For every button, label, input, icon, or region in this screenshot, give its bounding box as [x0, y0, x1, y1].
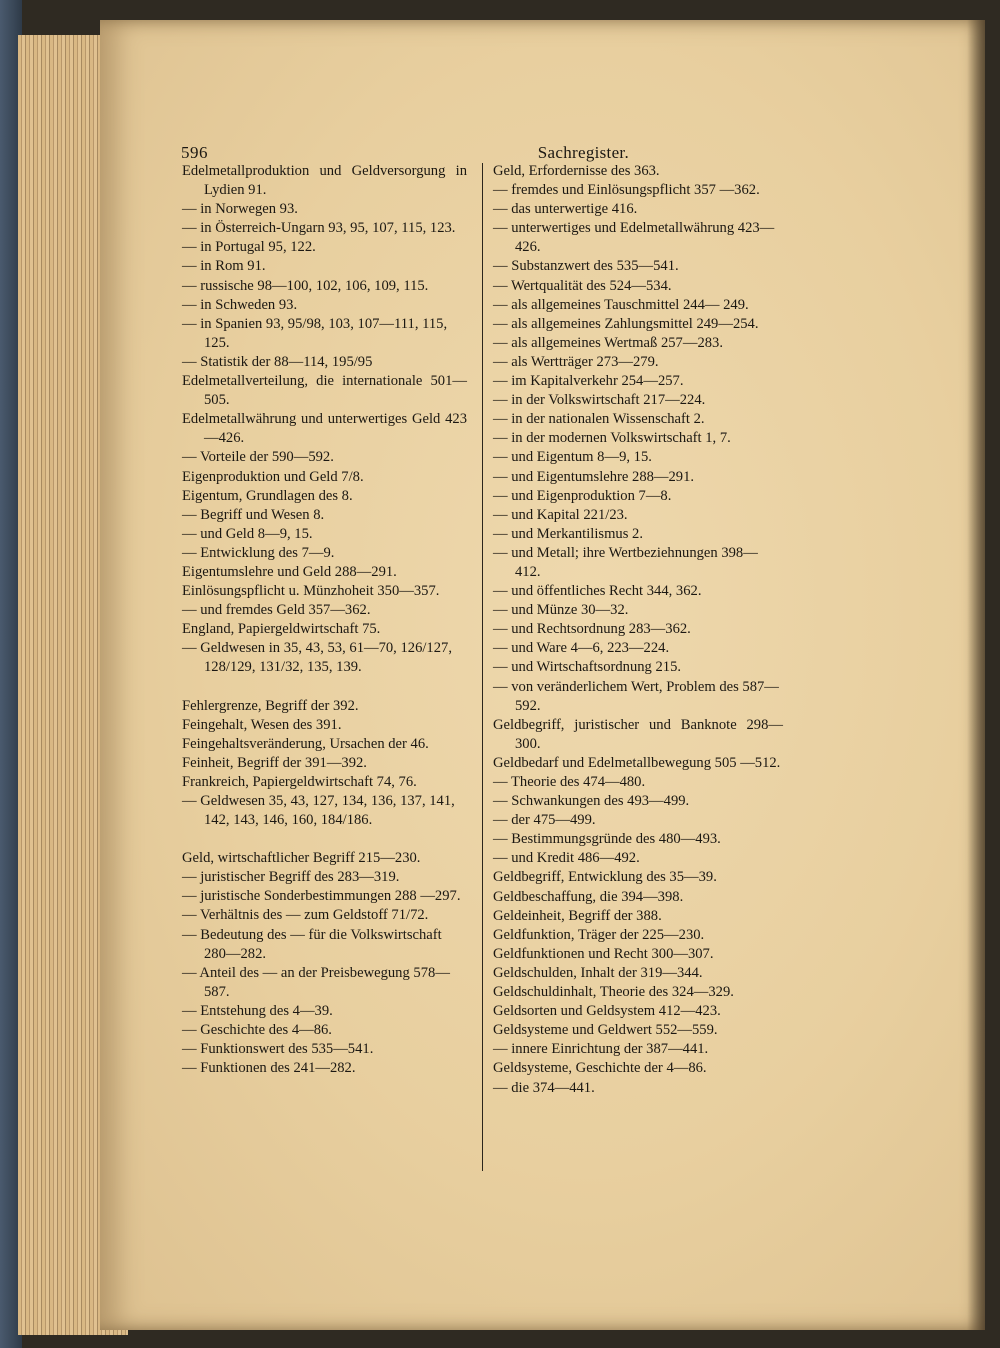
index-subentry: — in Norwegen 93. — [182, 201, 298, 218]
index-entry: Feingehalt, Wesen des 391. — [182, 716, 342, 733]
index-column-left — [182, 162, 467, 1078]
index-subentry: — in Rom 91. — [182, 258, 266, 275]
index-subentry: — Schwankungen des 493—499. — [493, 793, 690, 810]
index-subentry: — und fremdes Geld 357—362. — [182, 602, 371, 619]
index-subentry: — Geldwesen in 35, 43, 53, 61—70, 126/127, 128/129, 131/32, 135, 139. — [182, 640, 452, 676]
index-subentry: — in Österreich-Ungarn 93, 95, 107, 115, 123. — [182, 220, 456, 237]
index-subentry: — fremdes und Einlösungspflicht 357 —362. — [493, 182, 760, 199]
index-entry: Feinheit, Begriff der 391—392. — [182, 754, 367, 771]
index-entry: Fehlergrenze, Begriff der 392. — [182, 697, 359, 714]
index-subentry: — Bedeutung des — für die Volkswirtschaft 280—282. — [182, 926, 442, 962]
index-subentry: — innere Einrichtung der 387—441. — [493, 1041, 709, 1058]
index-subentry: — Anteil des — an der Preisbewegung 578—587. — [182, 964, 450, 1000]
index-entry: Geldfunktionen und Recht 300—307. — [493, 945, 714, 962]
index-entry: Geld, Erfordernisse des 363. — [493, 163, 660, 179]
index-subentry: — das unterwertige 416. — [493, 201, 638, 218]
index-subentry: — Geldwesen 35, 43, 127, 134, 136, 137, 141, 142, 143, 146, 160, 184/186. — [182, 793, 455, 829]
index-subentry: — Funktionen des 241—282. — [182, 1060, 356, 1077]
index-entry: Geldsysteme, Geschichte der 4—86. — [493, 1060, 707, 1077]
index-subentry: — juristischer Begriff des 283—319. — [182, 869, 400, 886]
index-subentry: — von veränderlichem Wert, Problem des 587—592. — [493, 678, 779, 714]
index-subentry: — Substanzwert des 535—541. — [493, 258, 679, 275]
index-entry: Geldfunktion, Träger der 225—230. — [493, 926, 705, 943]
index-entry: Feingehaltsveränderung, Ursachen der 46. — [182, 735, 429, 752]
index-subentry: — russische 98—100, 102, 106, 109, 115. — [182, 277, 429, 294]
index-subentry: — und öffentliches Recht 344, 362. — [493, 583, 702, 600]
page-number: 596 — [181, 143, 208, 162]
index-subentry: — und Ware 4—6, 223—224. — [493, 640, 670, 657]
index-subentry: — als allgemeines Tauschmittel 244— 249. — [493, 296, 749, 313]
index-subentry: — Entwicklung des 7—9. — [182, 544, 335, 561]
index-subentry: — Begriff und Wesen 8. — [182, 506, 325, 523]
index-subentry: — der 475—499. — [493, 812, 596, 829]
index-entry: Einlösungspflicht u. Münzhoheit 350—357. — [182, 583, 440, 600]
index-subentry: — unterwertiges und Edelmetallwährung 423—426. — [493, 220, 775, 256]
index-subentry: — Statistik der 88—114, 195/95 — [182, 353, 373, 370]
index-subentry: — als Wertträger 273—279. — [493, 353, 659, 370]
index-subentry: — und Kapital 221/23. — [493, 506, 628, 523]
index-entry: England, Papiergeldwirtschaft 75. — [182, 621, 381, 638]
index-subentry: — und Metall; ihre Wertbeziehnungen 398—412. — [493, 544, 758, 580]
index-subentry: — und Kredit 486—492. — [493, 850, 640, 867]
index-subentry: — Verhältnis des — zum Geldstoff 71/72. — [182, 907, 429, 924]
index-entry: Geldbegriff, Entwicklung des 35—39. — [493, 869, 717, 886]
index-subentry: — im Kapitalverkehr 254—257. — [493, 373, 684, 390]
index-entry: Geldbeschaffung, die 394—398. — [493, 888, 684, 905]
index-subentry: — und Eigentum 8—9, 15. — [493, 449, 652, 466]
index-entry: Eigentum, Grundlagen des 8. — [182, 487, 353, 504]
index-subentry: — Entstehung des 4—39. — [182, 1002, 333, 1019]
index-subentry: — in der modernen Volkswirtschaft 1, 7. — [493, 430, 731, 447]
index-entry: Geldschulden, Inhalt der 319—344. — [493, 964, 703, 981]
index-subentry: — juristische Sonderbestimmungen 288 —297. — [182, 888, 461, 905]
index-subentry: — Theorie des 474—480. — [493, 774, 646, 790]
index-subentry: — in Portugal 95, 122. — [182, 239, 316, 256]
index-column-right — [493, 162, 783, 1098]
index-subentry: — und Wirtschaftsordnung 215. — [493, 659, 682, 676]
column-divider — [482, 163, 483, 1171]
index-subentry: — und Geld 8—9, 15. — [182, 525, 313, 542]
index-subentry: — und Eigenproduktion 7—8. — [493, 487, 672, 504]
index-subentry: — und Rechtsordnung 283—362. — [493, 621, 691, 638]
index-subentry: — in der nationalen Wissenschaft 2. — [493, 411, 705, 428]
index-entry: Geldschuldinhalt, Theorie des 324—329. — [493, 984, 734, 1001]
index-entry: Edelmetallproduktion und Geldversorgung in Lydien 91. — [182, 163, 467, 199]
index-subentry: — in Schweden 93. — [182, 296, 298, 313]
index-subentry: — Bestimmungsgründe des 480—493. — [493, 831, 721, 848]
index-entry: Edelmetallverteilung, die internationale 501—505. — [182, 373, 467, 409]
index-entry: Eigenproduktion und Geld 7/8. — [182, 468, 364, 485]
index-subentry: — Vorteile der 590—592. — [182, 449, 334, 466]
index-subentry: — Funktionswert des 535—541. — [182, 1041, 374, 1058]
index-entry: Geldeinheit, Begriff der 388. — [493, 907, 662, 924]
index-entry: Geldsorten und Geldsystem 412—423. — [493, 1003, 721, 1020]
page-gutter-shadow — [967, 20, 985, 1330]
index-entry: Eigentumslehre und Geld 288—291. — [182, 563, 397, 580]
index-entry: Geld, wirtschaftlicher Begriff 215—230. — [182, 850, 421, 867]
index-subentry: — in der Volkswirtschaft 217—224. — [493, 392, 706, 409]
index-subentry: — Geschichte des 4—86. — [182, 1022, 332, 1039]
index-subentry: — die 374—441. — [493, 1079, 595, 1096]
index-subentry: — als allgemeines Zahlungsmittel 249—254. — [493, 315, 759, 332]
index-entry: Geldbedarf und Edelmetallbewegung 505 —512. — [493, 754, 781, 771]
running-head: Sachregister. — [537, 143, 629, 162]
index-subentry: — in Spanien 93, 95/98, 103, 107—111, 115, 125. — [182, 315, 448, 351]
index-subentry: — und Münze 30—32. — [493, 602, 629, 619]
index-entry: Frankreich, Papiergeldwirtschaft 74, 76. — [182, 773, 417, 790]
index-subentry: — und Eigentumslehre 288—291. — [493, 468, 695, 485]
index-entry: Geldsysteme und Geldwert 552—559. — [493, 1022, 718, 1039]
index-entry: Geldbegriff, juristischer und Banknote 298—300. — [493, 716, 783, 752]
index-subentry: — und Merkantilismus 2. — [493, 525, 643, 542]
index-subentry: — als allgemeines Wertmaß 257—283. — [493, 334, 723, 351]
index-subentry: — Wertqualität des 524—534. — [493, 277, 672, 294]
index-entry: Edelmetallwährung und unterwertiges Geld 423—426. — [182, 411, 467, 447]
